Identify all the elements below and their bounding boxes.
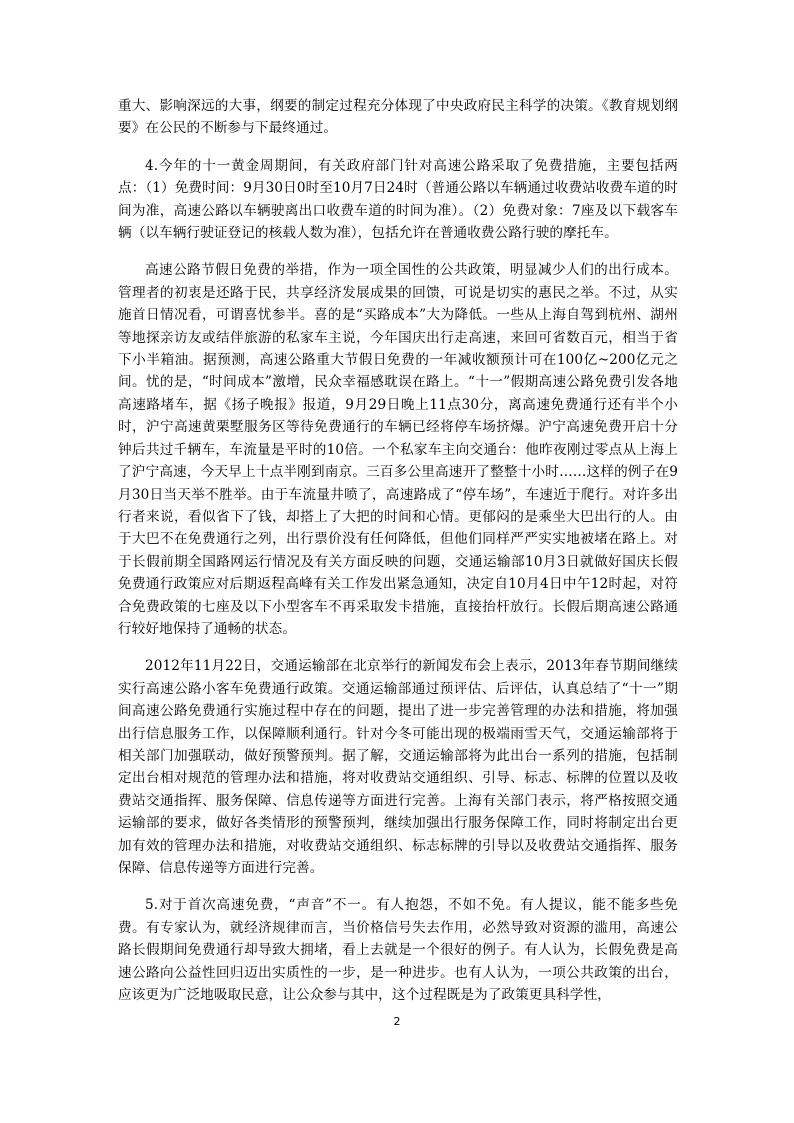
paragraph-continuation: 重大、影响深远的大事，纲要的制定过程充分体现了中央政府民主科学的决策。《教育规划纲要》在公民的不断参与下最终通过。 xyxy=(118,98,678,137)
page-number: 2 xyxy=(393,1015,401,1028)
paragraph-item-4: 4.今年的十一黄金周期间，有关政府部门针对高速公路采取了免费措施，主要包括两点：（1）免费时间：9月30日0时至10月7日24时（普通公路以车辆通过收费站收费车道的时间为准，高速公路以车辆驶离出口收费车道的时间为准）。（2）免费对象：7座及以下载客车辆（以车辆行驶证登记的核载人数为准），包括允许在普通收费公路行驶的摩托车。 xyxy=(118,157,678,242)
paragraph-2012-announcement: 2012年11月22日，交通运输部在北京举行的新闻发布会上表示，2013年春节期间继续实行高速公路小客车免费通行政策。交通运输部通过预评估、后评估，认真总结了“十一”期间高速公路免费通行实施过程中存在的问题，提出了进一步完善管理的办法和措施，将加强出行信息服务工作，以保障顺利通行。针对今冬可能出现的极端雨雪天气，交通运输部将于相关部门加强联动，做好预警预判。据了解，交通运输部将为此出台一系列的措施，包括制定出台相对规范的管理办法和措施，将对收费站交通组织、引导、标志、标牌的位置以及收费站交通指挥、服务保障、信息传递等方面进行完善。上海有关部门表示，将严格按照交通运输部的要求，做好各类情形的预警预判，继续加强出行服务保障工作，同时将制定出台更加有效的管理办法和措施，对收费站交通组织、标志标牌的引导以及收费站交通指挥、服务保障、信息传递等方面进行完善。 xyxy=(118,658,678,876)
paragraph-highway-free-policy: 高速公路节假日免费的举措，作为一项全国性的公共政策，明显减少人们的出行成本。管理者的初衷是还路于民，共享经济发展成果的回馈，可说是切实的惠民之举。不过，从实施首日情况看，可谓喜忧参半。喜的是“买路成本”大为降低。一些从上海自驾到杭州、湖州等地探亲访友或结伴旅游的私家车主说，今年国庆出行走高速，来回可省数百元，相当于省下小半箱油。据预测，高速公路重大节假日免费的一年减收额预计可在100亿~200亿元之间。忧的是，“时间成本”激增，民众幸福感耽误在路上。“十一”假期高速公路免费引发各地高速路堵车，据《扬子晚报》报道，9月29日晚上11点30分，离高速免费通行还有半个小时，沪宁高速黄栗墅服务区等待免费通行的车辆已经将停车场挤爆。沪宁高速免费开启十分钟后共过千辆车，车流量是平时的10倍。一个私家车主向交通台：他昨夜刚过零点从上海上了沪宁高速，今天早上十点半刚到南京。三百多公里高速开了整整十小时……这样的例子在9月30日当天举不胜举。由于车流量井喷了，高速路成了“停车场”，车速近于爬行。对许多出行者来说，看似省下了钱，却搭上了大把的时间和心情。更郁闷的是乘坐大巴出行的人。由于大巴不在免费通行之列，出行票价没有任何降低，但他们同样严严实实地被堵在路上。对于长假前期全国路网运行情况及有关方面反映的问题，交通运输部10月3日就做好国庆长假免费通行政策应对后期返程高峰有关工作发出紧急通知，决定自10月4日中午12时起，对符合免费政策的七座及以下小型客车不再采取发卡措施，直接抬杆放行。长假后期高速公路通行较好地保持了通畅的状态。 xyxy=(118,262,678,637)
paragraph-item-5: 5.对于首次高速免费，“声音”不一。有人抱怨，不如不免。有人提议，能不能多些免费。有专家认为，就经济规律而言，当价格信号失去作用，必然导致对资源的滥用，高速公路长假期间免费通行却导致大拥堵，看上去就是一个很好的例子。有人认为，长假免费是高速公路向公益性回归迈出实质性的一步，是一种进步。也有人认为，一项公共政策的出台，应该更为广泛地吸取民意，让公众参与其中，这个过程既是为了政策更具科学性， xyxy=(118,897,678,1004)
document-page xyxy=(118,95,678,1006)
